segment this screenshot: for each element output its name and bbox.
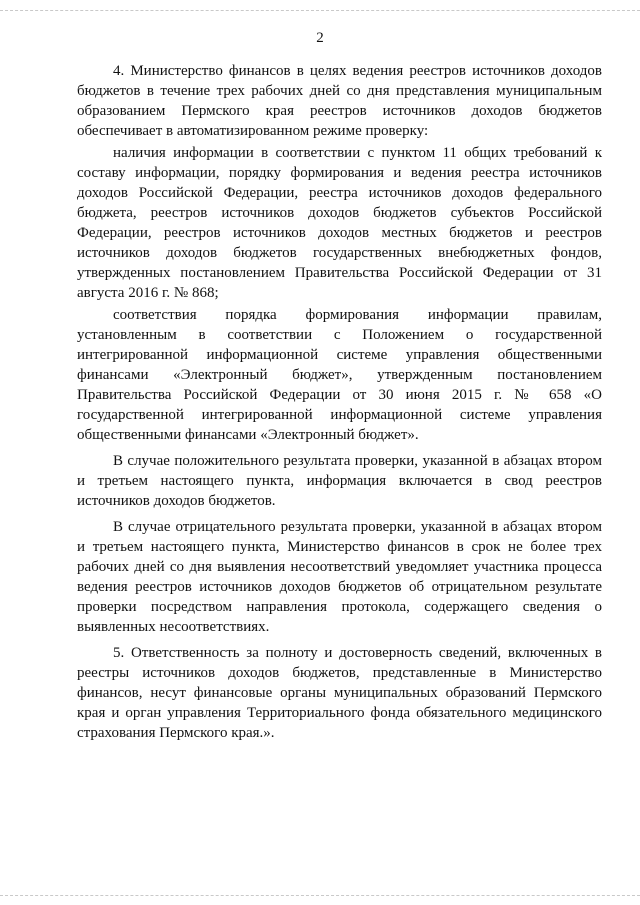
paragraph-item-5: 5. Ответственность за полноту и достоверность сведений, включенных в реестры источников доходов бюджетов, представленные в Министерство финансов, несут финансовые органы муниципальных образований Пермского края и орган управления Территориального фонда обязательного медицинского страхования Пермского края.». [77,645,602,741]
document-body [77,61,602,743]
paragraph-check-procedure: соответствия порядка формирования информации правилам, установленным в соответствии с Положением о государственной интегрированной информационной системе управления общественными финансами «Электронный бюджет», утвержденным постановлением Правительства Российской Федерации от 30 июня 2015 г. № 658 «О государственной интегрированной информационной системе управления общественными финансами «Электронный бюджет». [77,307,602,443]
scan-edge-top [0,10,640,11]
page-number: 2 [316,30,324,46]
scan-edge-bottom [0,895,640,896]
paragraph-item-4: 4. Министерство финансов в целях ведения реестров источников доходов бюджетов в течение трех рабочих дней со дня представления муниципальным образованием Пермского края реестров источников доходов бюджетов обеспечивает в автоматизированном режиме проверку: [77,63,602,139]
paragraph-negative-result: В случае отрицательного результата проверки, указанной в абзацах втором и третьем настоящего пункта, Министерство финансов в срок не более трех рабочих дней со дня выявления несоответствий уведомляет участника процесса ведения реестров источников доходов бюджетов об отрицательном результате проверки посредством направления протокола, содержащего сведения о выявленных несоответствиях. [77,519,602,635]
paragraph-check-information: наличия информации в соответствии с пунктом 11 общих требований к составу информации, порядку формирования и ведения реестра источников доходов Российской Федерации, реестра источников доходов федерального бюджета, реестров источников доходов бюджетов субъектов Российской Федерации, реестров источников доходов местных бюджетов и реестров источников доходов бюджетов государственных внебюджетных фондов, утвержденных постановлением Правительства Российской Федерации от 31 августа 2016 г. № 868; [77,145,602,301]
paragraph-positive-result: В случае положительного результата проверки, указанной в абзацах втором и третьем настоящего пункта, информация включается в свод реестров источников доходов бюджетов. [77,453,602,509]
